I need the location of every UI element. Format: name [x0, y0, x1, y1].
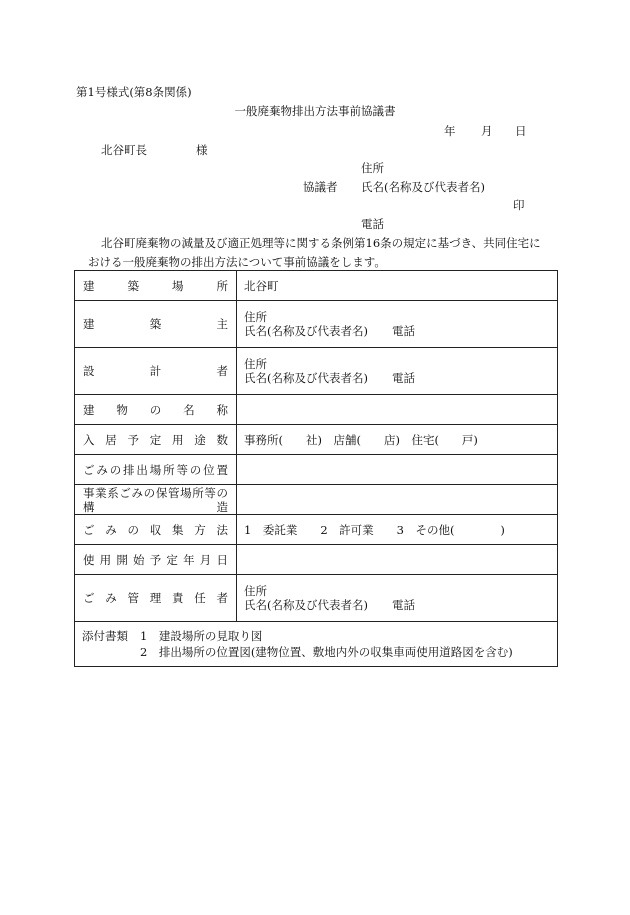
designer-name-label: 氏名(名称及び代表者名)	[244, 371, 368, 385]
manager-name-label: 氏名(名称及び代表者名)	[244, 598, 368, 612]
storage-label	[75, 485, 237, 515]
manager-label: ごみ管理責任者	[75, 575, 237, 622]
storage-label-top: 事業系ごみの保管場所等の	[83, 485, 228, 500]
attachments-label: 添付書類	[82, 629, 128, 643]
addressee-honorific: 様	[196, 143, 208, 157]
builder-label: 建築主	[75, 301, 237, 348]
building-name-label: 建物の名称	[75, 395, 237, 425]
seal-label: 印	[513, 198, 525, 212]
collection-value: 1 委託業 2 許可業 3 その他( )	[237, 515, 558, 545]
manager-name-line	[244, 598, 550, 612]
applicant-name-label: 氏名(名称及び代表者名)	[361, 180, 485, 194]
designer-info	[237, 348, 558, 395]
attachments-cell	[75, 622, 558, 667]
storage-value	[237, 485, 558, 515]
consultation-form-table	[74, 270, 558, 667]
document-title: 一般廃棄物排出方法事前協議書	[234, 104, 396, 118]
addressee-name: 北谷町長	[101, 143, 147, 157]
designer-phone-label: 電話	[391, 371, 415, 385]
storage-label-bottom	[83, 500, 228, 514]
storage-label-bottom-a: 構	[83, 499, 95, 514]
manager-phone-label: 電話	[391, 598, 415, 612]
builder-info	[237, 301, 558, 348]
manager-info	[237, 575, 558, 622]
table-row	[75, 545, 558, 575]
builder-address-label: 住所	[244, 310, 267, 324]
form-number: 第1号様式(第8条関係)	[76, 85, 192, 99]
body-text-line1: 北谷町廃棄物の減量及び適正処理等に関する条例第16条の規定に基づき、共同住宅に	[101, 236, 541, 250]
start-date-value	[237, 545, 558, 575]
collection-label: ごみの収集方法	[75, 515, 237, 545]
applicant-phone-label: 電話	[361, 217, 384, 231]
attachment-item-2: 2 排出場所の位置図(建物位置、敷地内外の収集車両使用道路図を含む)	[140, 645, 513, 659]
building-name-value	[237, 395, 558, 425]
attachment-item-1: 1 建設場所の見取り図	[140, 629, 263, 643]
table-row	[75, 425, 558, 455]
table-row	[75, 301, 558, 348]
start-date-label: 使用開始予定年月日	[75, 545, 237, 575]
applicant-role-label: 協議者	[303, 180, 338, 194]
table-row	[75, 348, 558, 395]
table-row	[75, 485, 558, 515]
table-row	[75, 515, 558, 545]
date-month: 月	[481, 124, 493, 138]
manager-address-label: 住所	[244, 584, 267, 598]
table-row	[75, 575, 558, 622]
disposal-place-label: ごみの排出場所等の位置	[75, 455, 237, 485]
usage-value: 事務所( 社) 店舗( 店) 住宅( 戸)	[237, 425, 558, 455]
table-row	[75, 395, 558, 425]
builder-name-label: 氏名(名称及び代表者名)	[244, 324, 368, 338]
date-year: 年	[444, 124, 456, 138]
applicant-address-label: 住所	[361, 161, 384, 175]
table-row	[75, 455, 558, 485]
attachments-line-2	[82, 644, 550, 660]
date-day: 日	[515, 124, 527, 138]
attachments-line-1	[82, 628, 550, 644]
designer-address-label: 住所	[244, 357, 267, 371]
designer-label: 設計者	[75, 348, 237, 395]
table-row	[75, 622, 558, 667]
designer-name-line	[244, 371, 550, 385]
builder-phone-label: 電話	[391, 324, 415, 338]
builder-name-line	[244, 324, 550, 338]
storage-label-bottom-b: 造	[216, 499, 228, 514]
usage-label: 入居予定用途数	[75, 425, 237, 455]
location-value: 北谷町	[237, 271, 558, 301]
location-label: 建築場所	[75, 271, 237, 301]
body-text-line2: おける一般廃棄物の排出方法について事前協議をします。	[88, 255, 386, 269]
table-row	[75, 271, 558, 301]
disposal-place-value	[237, 455, 558, 485]
